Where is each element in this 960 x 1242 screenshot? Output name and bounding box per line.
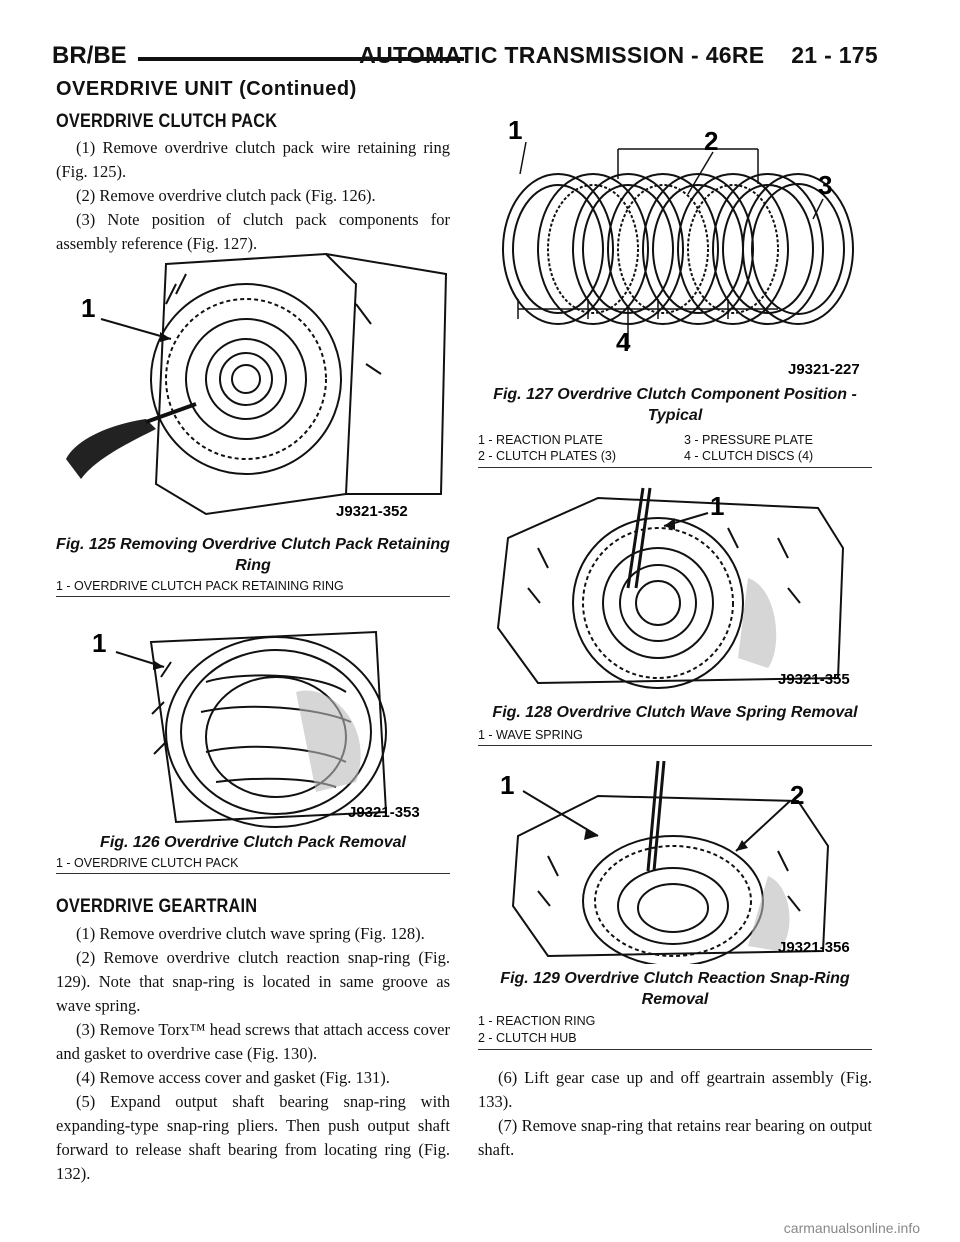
fig127-callout-2: 2 — [704, 126, 719, 156]
fig129-callout-1: 1 — [500, 770, 515, 800]
fig127-code: J9321-227 — [788, 361, 860, 378]
fig128-caption: Fig. 128 Overdrive Clutch Wave Spring Removal — [492, 704, 858, 721]
fig128-legend-1: 1 - WAVE SPRING — [478, 728, 583, 742]
section-title: OVERDRIVE UNIT (Continued) — [56, 78, 357, 100]
fig127-rule — [478, 467, 872, 468]
fig125-caption: Fig. 125 Removing Overdrive Clutch Pack Retaining Ring — [56, 536, 450, 574]
clutch-pack-steps — [56, 136, 450, 256]
step-3: (3) Note position of clutch pack components for assembly reference (Fig. 127). — [56, 210, 450, 253]
fig126-callout-1: 1 — [92, 628, 107, 658]
fig129-illustration — [478, 756, 872, 964]
fig129-callout-2: 2 — [790, 780, 805, 810]
fig126-legend-1: 1 - OVERDRIVE CLUTCH PACK — [56, 856, 239, 870]
fig127-illustration — [478, 104, 872, 380]
fig127-callout-4: 4 — [616, 327, 631, 357]
fig127-legend-1: 1 - REACTION PLATE — [478, 433, 603, 447]
fig129-legend-1: 1 - REACTION RING — [478, 1014, 596, 1028]
fig129-legend-2: 2 - CLUTCH HUB — [478, 1031, 577, 1045]
fig125-code: J9321-352 — [336, 503, 408, 520]
fig125-callout-1: 1 — [81, 293, 96, 323]
fig129-caption: Fig. 129 Overdrive Clutch Reaction Snap-Ring Removal — [500, 970, 850, 1008]
fig125-illustration — [56, 244, 450, 524]
heading-overdrive-clutch-pack: OVERDRIVE CLUTCH PACK — [56, 111, 278, 132]
fig128-callout-1: 1 — [710, 491, 725, 521]
geartrain-step-5: (5) Expand output shaft bearing snap-ring with expanding-type snap-ring pliers. Then push output shaft forward to release shaft bearing from locating ring (Fig. 132). — [56, 1092, 450, 1183]
geartrain-steps-continued — [478, 1066, 872, 1162]
fig125-rule — [56, 596, 450, 597]
geartrain-step-2: (2) Remove overdrive clutch reaction snap-ring (Fig. 129). Note that snap-ring is located in same groove as wave spring. — [56, 948, 450, 1015]
fig127-caption: Fig. 127 Overdrive Clutch Component Position - Typical — [493, 386, 857, 424]
fig126-code: J9321-353 — [348, 804, 420, 821]
fig127-legend-3: 3 - PRESSURE PLATE — [684, 433, 813, 447]
fig125-legend-1: 1 - OVERDRIVE CLUTCH PACK RETAINING RING — [56, 579, 344, 593]
geartrain-step-3: (3) Remove Torx™ head screws that attach access cover and gasket to overdrive case (Fig. 130). — [56, 1020, 450, 1063]
geartrain-step-1: (1) Remove overdrive clutch wave spring (Fig. 128). — [76, 924, 425, 943]
footer-watermark: carmanualsonline.info — [783, 1220, 920, 1236]
step-1: (1) Remove overdrive clutch pack wire retaining ring (Fig. 125). — [56, 138, 450, 181]
geartrain-steps — [56, 922, 450, 1186]
step-2: (2) Remove overdrive clutch pack (Fig. 126). — [76, 186, 376, 205]
geartrain-step-6: (6) Lift gear case up and off geartrain assembly (Fig. 133). — [478, 1068, 872, 1111]
heading-overdrive-geartrain: OVERDRIVE GEARTRAIN — [56, 896, 258, 917]
fig126-caption: Fig. 126 Overdrive Clutch Pack Removal — [100, 834, 406, 851]
header-section-page: AUTOMATIC TRANSMISSION - 46RE 21 - 175 — [359, 42, 878, 68]
fig129-code: J9321-356 — [778, 939, 850, 956]
fig127-callout-1: 1 — [508, 115, 523, 145]
fig128-code: J9321-355 — [778, 671, 850, 688]
header-model: BR/BE — [52, 42, 127, 69]
fig129-rule — [478, 1049, 872, 1050]
fig127-legend-2: 2 - CLUTCH PLATES (3) — [478, 449, 616, 463]
fig126-rule — [56, 873, 450, 874]
fig127-legend-4: 4 - CLUTCH DISCS (4) — [684, 449, 814, 463]
fig127-callout-3: 3 — [818, 170, 833, 200]
geartrain-step-7: (7) Remove snap-ring that retains rear bearing on output shaft. — [478, 1116, 872, 1159]
geartrain-step-4: (4) Remove access cover and gasket (Fig. 131). — [76, 1068, 390, 1087]
fig128-rule — [478, 745, 872, 746]
fig128-illustration — [478, 478, 872, 696]
fig126-illustration — [56, 612, 450, 830]
